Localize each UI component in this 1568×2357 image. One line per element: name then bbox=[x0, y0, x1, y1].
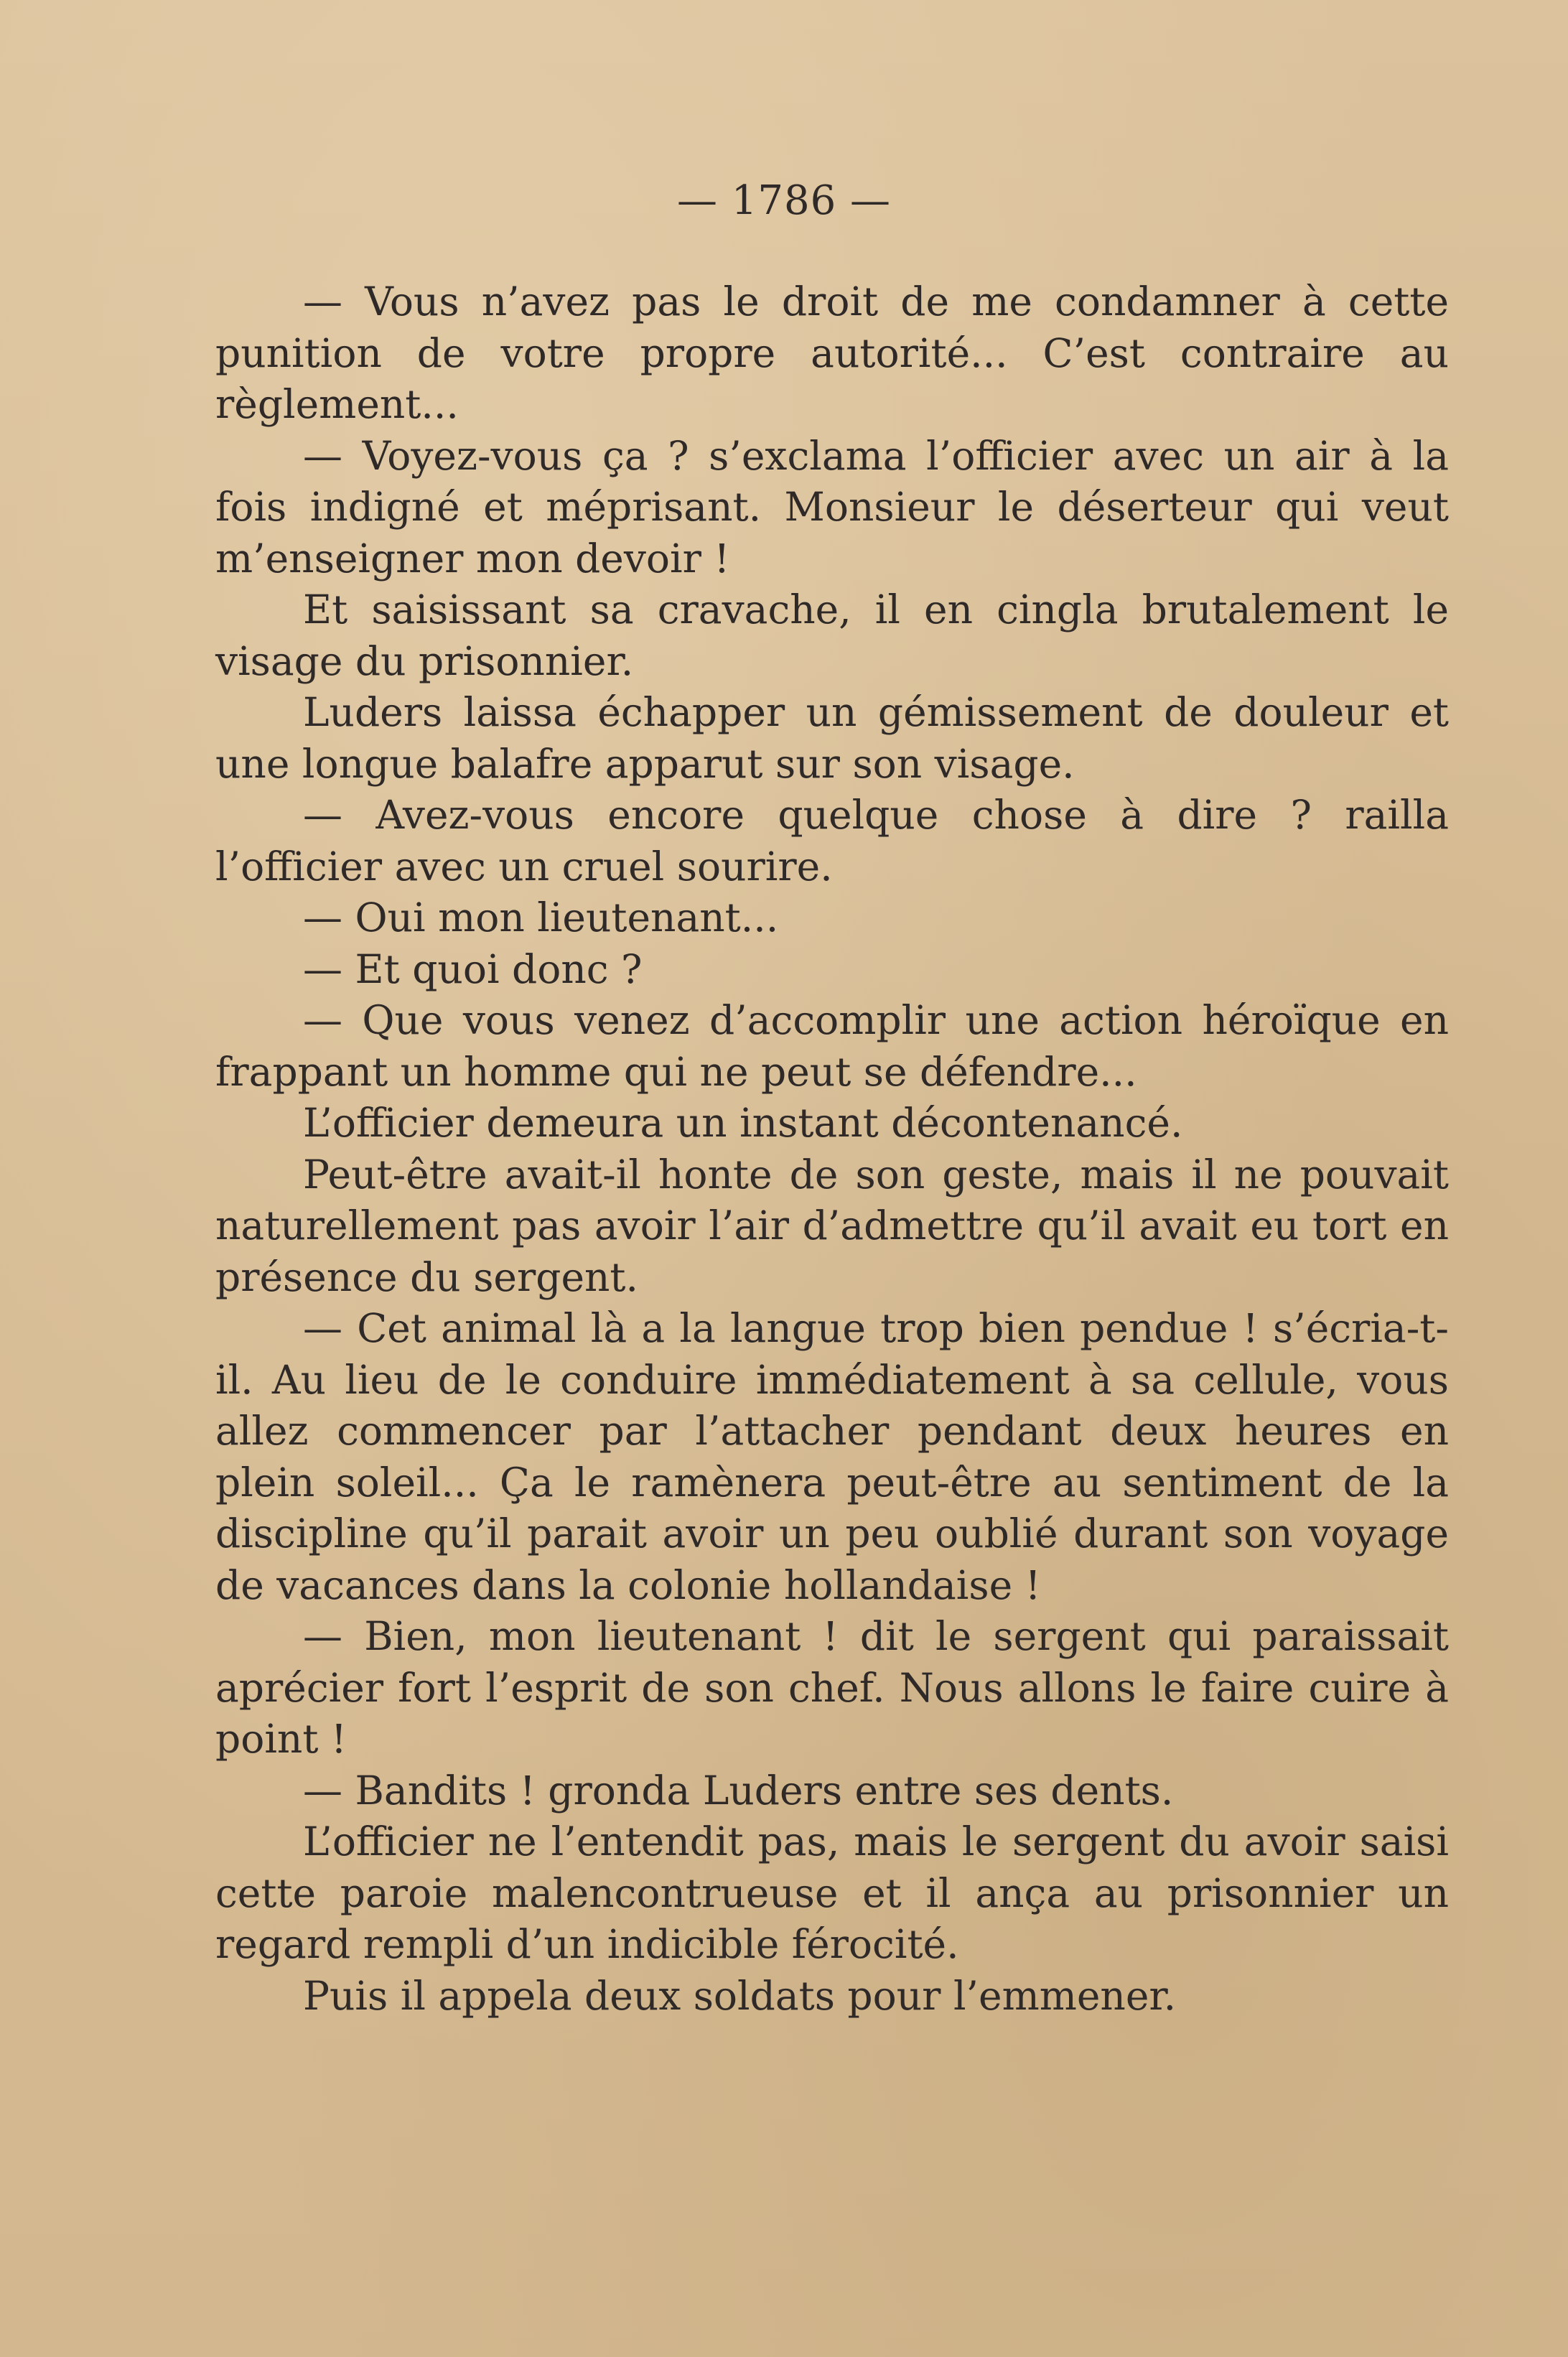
paragraph-11: — Cet animal là a la langue trop bien pendue ! s’écria-t-il. Au lieu de le conduire immédiatement à sa cellule, vous allez commencer par l’attacher pendant deux heures en plein soleil... Ça le ramènera peut-être au sentiment de la discipline qu’il parait avoir un peu oublié durant son voyage de vacances dans la colonie hollandaise ! bbox=[215, 1305, 1449, 1608]
paragraph-14: L’officier ne l’entendit pas, mais le sergent du avoir saisi cette paroie malencontrueuse et il ança au prisonnier un regard rempli d’un indicible férocité. bbox=[215, 1819, 1449, 1967]
body-text bbox=[215, 276, 1449, 2022]
page-number: — 1786 — bbox=[676, 177, 892, 224]
paragraph-1: — Vous n’avez pas le droit de me condamner à cette punition de votre propre autorité... C’est contraire au règlement... bbox=[215, 279, 1449, 427]
paragraph-3: Et saisissant sa cravache, il en cingla brutalement le visage du prisonnier. bbox=[215, 587, 1449, 684]
paragraph-15: Puis il appela deux soldats pour l’emmener. bbox=[303, 1972, 1177, 2019]
paragraph-10: Peut-être avait-il honte de son geste, mais il ne pouvait naturellement pas avoir l’air d’admettre qu’il avait eu tort en présence du sergent. bbox=[215, 1151, 1449, 1300]
paragraph-7: — Et quoi donc ? bbox=[303, 946, 643, 992]
paragraph-12: — Bien, mon lieutenant ! dit le sergent qui paraissait aprécier fort l’esprit de son chef. Nous allons le faire cuire à point ! bbox=[215, 1613, 1449, 1762]
paragraph-8: — Que vous venez d’accomplir une action héroïque en frappant un homme qui ne peut se défendre... bbox=[215, 997, 1449, 1095]
paragraph-4: Luders laissa échapper un gémissement de douleur et une longue balafre apparut sur son visage. bbox=[215, 689, 1449, 787]
paragraph-6: — Oui mon lieutenant... bbox=[303, 895, 779, 941]
paragraph-9: L’officier demeura un instant décontenancé. bbox=[303, 1100, 1183, 1146]
paragraph-13: — Bandits ! gronda Luders entre ses dents. bbox=[303, 1767, 1174, 1814]
paragraph-5: — Avez-vous encore quelque chose à dire ? railla l’officier avec un cruel sourire. bbox=[215, 792, 1449, 890]
paragraph-2: — Voyez-vous ça ? s’exclama l’officier avec un air à la fois indigné et méprisant. Monsieur le déserteur qui veut m’enseigner mon devoir ! bbox=[215, 432, 1449, 582]
